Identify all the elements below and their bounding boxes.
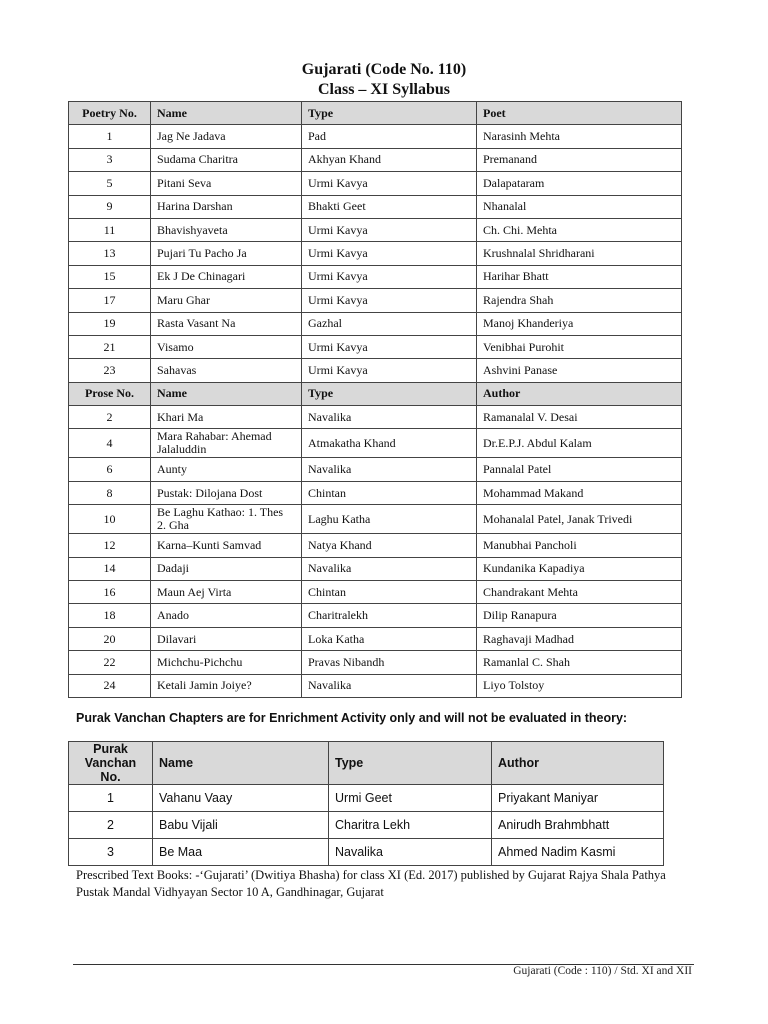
number-cell: 6 <box>69 458 151 481</box>
type-cell: Natya Khand <box>302 534 477 557</box>
type-cell: Navalika <box>329 839 492 866</box>
name-cell: Harina Darshan <box>151 195 302 218</box>
author-cell: Ashvini Panase <box>477 359 682 382</box>
number-cell: 3 <box>69 839 153 866</box>
number-cell: 1 <box>69 785 153 812</box>
number-cell: 14 <box>69 557 151 580</box>
author-cell: Dilip Ranapura <box>477 604 682 627</box>
name-cell: Pustak: Dilojana Dost <box>151 481 302 504</box>
type-cell: Pad <box>302 125 477 148</box>
author-cell: Manubhai Pancholi <box>477 534 682 557</box>
prose-row <box>69 581 682 604</box>
header-cell: Author <box>492 742 664 785</box>
purak-row <box>69 839 664 866</box>
number-cell: 20 <box>69 627 151 650</box>
prose-header-row <box>69 382 682 405</box>
header-cell: Prose No. <box>69 382 151 405</box>
number-cell: 23 <box>69 359 151 382</box>
poetry-row <box>69 265 682 288</box>
prescribed-textbooks: Prescribed Text Books: -‘Gujarati’ (Dwitiya Bhasha) for class XI (Ed. 2017) published by Gujarat Rajya Shala Pathya Pustak Mandal Vidhyayan Sector 10 A, Gandhinagar, Gujarat <box>76 868 666 899</box>
name-cell: Anado <box>151 604 302 627</box>
name-cell: Khari Ma <box>151 406 302 429</box>
type-cell: Navalika <box>302 557 477 580</box>
number-cell: 15 <box>69 265 151 288</box>
number-cell: 13 <box>69 242 151 265</box>
type-cell: Navalika <box>302 458 477 481</box>
header-cell: Poetry No. <box>69 102 151 125</box>
purak-row <box>69 785 664 812</box>
number-cell: 22 <box>69 651 151 674</box>
number-cell: 18 <box>69 604 151 627</box>
name-cell: Aunty <box>151 458 302 481</box>
number-cell: 2 <box>69 812 153 839</box>
author-cell: Dr.E.P.J. Abdul Kalam <box>477 429 682 458</box>
name-cell: Michchu-Pichchu <box>151 651 302 674</box>
type-cell: Charitralekh <box>302 604 477 627</box>
name-cell: Dilavari <box>151 627 302 650</box>
author-cell: Priyakant Maniyar <box>492 785 664 812</box>
number-cell: 24 <box>69 674 151 697</box>
poetry-row <box>69 218 682 241</box>
name-cell: Jag Ne Jadava <box>151 125 302 148</box>
prose-row <box>69 481 682 504</box>
header-cell: Type <box>302 382 477 405</box>
name-cell: Dadaji <box>151 557 302 580</box>
type-cell: Urmi Geet <box>329 785 492 812</box>
number-cell: 16 <box>69 581 151 604</box>
name-cell: Maru Ghar <box>151 289 302 312</box>
header-cell: Purak Vanchan No. <box>69 742 153 785</box>
type-cell: Urmi Kavya <box>302 335 477 358</box>
type-cell: Urmi Kavya <box>302 172 477 195</box>
author-cell: Premanand <box>477 148 682 171</box>
type-cell: Akhyan Khand <box>302 148 477 171</box>
prose-row <box>69 406 682 429</box>
prose-row <box>69 458 682 481</box>
number-cell: 21 <box>69 335 151 358</box>
prose-row <box>69 604 682 627</box>
prose-row <box>69 429 682 458</box>
type-cell: Urmi Kavya <box>302 265 477 288</box>
prose-row <box>69 505 682 534</box>
type-cell: Atmakatha Khand <box>302 429 477 458</box>
number-cell: 2 <box>69 406 151 429</box>
poetry-row <box>69 242 682 265</box>
number-cell: 4 <box>69 429 151 458</box>
type-cell: Urmi Kavya <box>302 242 477 265</box>
page-title: Gujarati (Code No. 110) <box>301 61 467 78</box>
name-cell: Be Maa <box>153 839 329 866</box>
header-cell: Name <box>151 102 302 125</box>
header-cell: Poet <box>477 102 682 125</box>
prose-row <box>69 674 682 697</box>
name-cell: Rasta Vasant Na <box>151 312 302 335</box>
page-footer: Gujarati (Code : 110) / Std. XI and XII <box>513 965 692 977</box>
prose-row <box>69 534 682 557</box>
type-cell: Urmi Kavya <box>302 218 477 241</box>
author-cell: Ahmed Nadim Kasmi <box>492 839 664 866</box>
type-cell: Chintan <box>302 581 477 604</box>
number-cell: 11 <box>69 218 151 241</box>
author-cell: Mohanalal Patel, Janak Trivedi <box>477 505 682 534</box>
number-cell: 19 <box>69 312 151 335</box>
type-cell: Pravas Nibandh <box>302 651 477 674</box>
purak-note: Purak Vanchan Chapters are for Enrichment Activity only and will not be evaluated in theory: <box>76 711 628 725</box>
author-cell: Nhanalal <box>477 195 682 218</box>
author-cell: Dalapataram <box>477 172 682 195</box>
type-cell: Urmi Kavya <box>302 359 477 382</box>
author-cell: Rajendra Shah <box>477 289 682 312</box>
author-cell: Ramanalal V. Desai <box>477 406 682 429</box>
number-cell: 17 <box>69 289 151 312</box>
number-cell: 12 <box>69 534 151 557</box>
prose-row <box>69 627 682 650</box>
name-cell: Bhavishyaveta <box>151 218 302 241</box>
name-cell: Sahavas <box>151 359 302 382</box>
author-cell: Ch. Chi. Mehta <box>477 218 682 241</box>
poetry-row <box>69 312 682 335</box>
type-cell: Navalika <box>302 406 477 429</box>
name-cell: Vahanu Vaay <box>153 785 329 812</box>
prose-row <box>69 651 682 674</box>
prose-row <box>69 557 682 580</box>
type-cell: Laghu Katha <box>302 505 477 534</box>
type-cell: Navalika <box>302 674 477 697</box>
purak-header-row <box>69 742 664 785</box>
name-cell: Karna–Kunti Samvad <box>151 534 302 557</box>
poetry-row <box>69 172 682 195</box>
header-cell: Author <box>477 382 682 405</box>
name-cell: Maun Aej Virta <box>151 581 302 604</box>
type-cell: Urmi Kavya <box>302 289 477 312</box>
poetry-row <box>69 335 682 358</box>
number-cell: 8 <box>69 481 151 504</box>
header-cell: Type <box>302 102 477 125</box>
type-cell: Gazhal <box>302 312 477 335</box>
name-cell: Ek J De Chinagari <box>151 265 302 288</box>
author-cell: Anirudh Brahmbhatt <box>492 812 664 839</box>
type-cell: Chintan <box>302 481 477 504</box>
number-cell: 9 <box>69 195 151 218</box>
type-cell: Charitra Lekh <box>329 812 492 839</box>
author-cell: Manoj Khanderiya <box>477 312 682 335</box>
name-cell: Sudama Charitra <box>151 148 302 171</box>
name-cell: Pitani Seva <box>151 172 302 195</box>
name-cell: Mara Rahabar: Ahemad Jalaluddin <box>151 429 302 458</box>
author-cell: Krushnalal Shridharani <box>477 242 682 265</box>
number-cell: 3 <box>69 148 151 171</box>
header-cell: Type <box>329 742 492 785</box>
header-cell: Name <box>153 742 329 785</box>
author-cell: Pannalal Patel <box>477 458 682 481</box>
poetry-row <box>69 195 682 218</box>
author-cell: Ramanlal C. Shah <box>477 651 682 674</box>
poetry-row <box>69 148 682 171</box>
page-subtitle: Class – XI Syllabus <box>317 81 451 98</box>
name-cell: Be Laghu Kathao: 1. Thes 2. Gha <box>151 505 302 534</box>
number-cell: 1 <box>69 125 151 148</box>
number-cell: 5 <box>69 172 151 195</box>
author-cell: Liyo Tolstoy <box>477 674 682 697</box>
author-cell: Venibhai Purohit <box>477 335 682 358</box>
author-cell: Narasinh Mehta <box>477 125 682 148</box>
name-cell: Babu Vijali <box>153 812 329 839</box>
name-cell: Visamo <box>151 335 302 358</box>
header-cell: Name <box>151 382 302 405</box>
type-cell: Loka Katha <box>302 627 477 650</box>
poetry-header-row <box>69 102 682 125</box>
author-cell: Kundanika Kapadiya <box>477 557 682 580</box>
name-cell: Pujari Tu Pacho Ja <box>151 242 302 265</box>
type-cell: Bhakti Geet <box>302 195 477 218</box>
poetry-row <box>69 125 682 148</box>
purak-vanchan-table <box>68 741 664 866</box>
name-cell: Ketali Jamin Joiye? <box>151 674 302 697</box>
author-cell: Mohammad Makand <box>477 481 682 504</box>
purak-row <box>69 812 664 839</box>
author-cell: Harihar Bhatt <box>477 265 682 288</box>
author-cell: Raghavaji Madhad <box>477 627 682 650</box>
number-cell: 10 <box>69 505 151 534</box>
poetry-row <box>69 289 682 312</box>
syllabus-table <box>68 101 682 698</box>
author-cell: Chandrakant Mehta <box>477 581 682 604</box>
poetry-row <box>69 359 682 382</box>
